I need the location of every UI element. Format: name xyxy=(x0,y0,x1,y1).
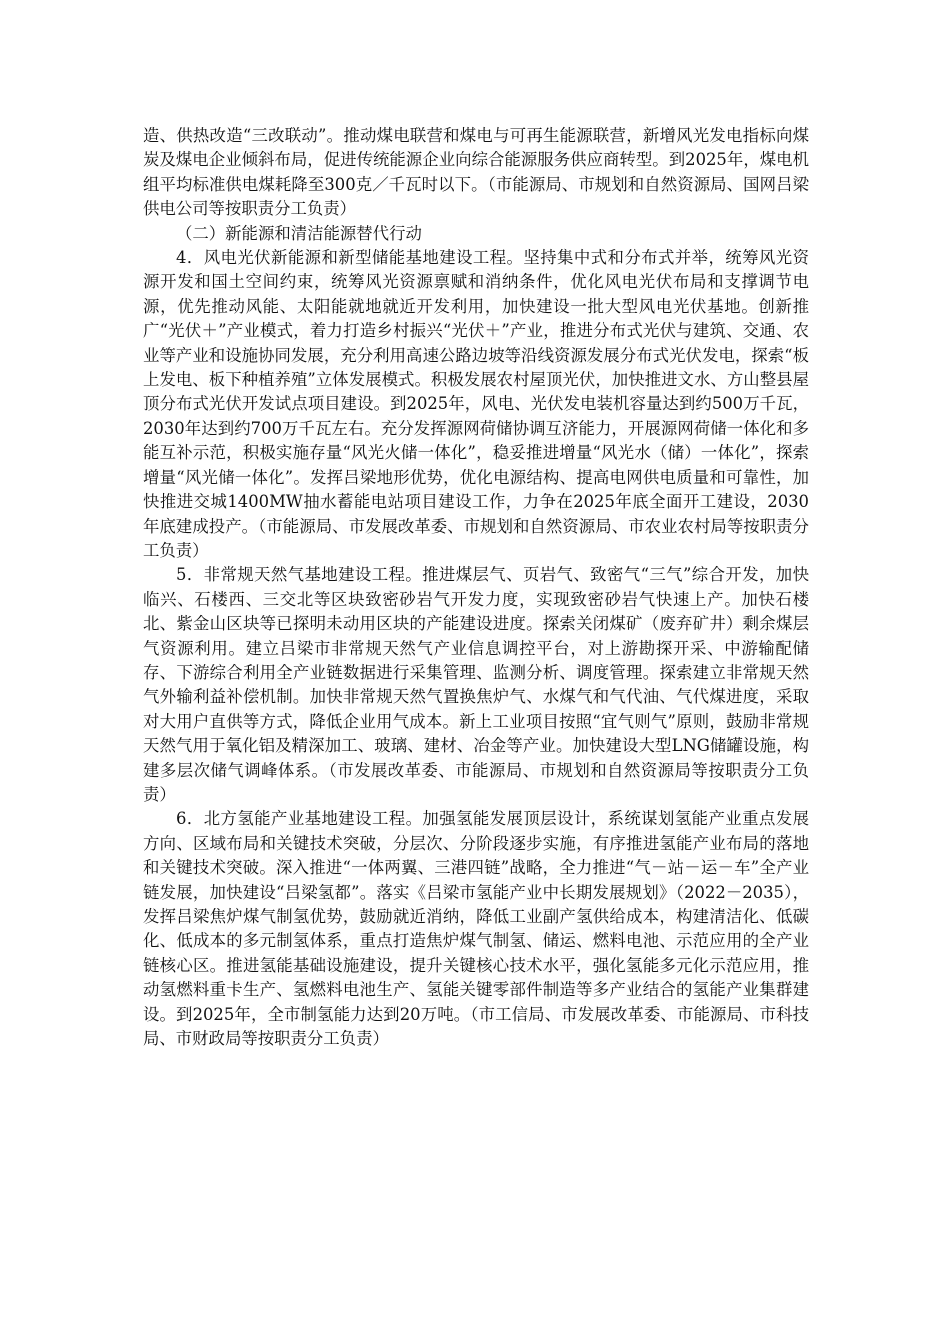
paragraph-wind-solar-storage: 4．风电光伏新能源和新型储能基地建设工程。坚持集中式和分布式并举，统筹风光资源开发和国土空间约束，统筹风光资源禀赋和消纳条件，优化风电光伏布局和支撑调节电源，优先推动风能、太阳能就地就近开发利用，加快建设一批大型风电光伏基地。创新推广“光伏＋”产业模式，着力打造乡村振兴“光伏＋”产业，推进分布式光伏与建筑、交通、农业等产业和设施协同发展，充分利用高速公路边坡等沿线资源发展分布式光伏发电，探索“板上发电、板下种植养殖”立体发展模式。积极发展农村屋顶光伏，加快推进文水、方山整县屋顶分布式光伏开发试点项目建设。到2025年，风电、光伏发电装机容量达到约500万千瓦，2030年达到约700万千瓦左右。充分发挥源网荷储协调互济能力，开展源网荷储一体化和多能互补示范，积极实施存量“风光火储一体化”，稳妥推进增量“风光水（储）一体化”，探索增量“风光储一体化”。发挥吕梁地形优势，优化电源结构、提高电网供电质量和可靠性，加快推进交城1400MW抽水蓄能电站项目建设工作，力争在2025年底全面开工建设，2030年底建成投产。（市能源局、市发展改革委、市规划和自然资源局、市农业农村局等按职责分工负责） xyxy=(143,248,809,560)
paragraph-continuation: 造、供热改造“三改联动”。推动煤电联营和煤电与可再生能源联营，新增风光发电指标向煤炭及煤电企业倾斜布局，促进传统能源企业向综合能源服务供应商转型。到2025年，煤电机组平均标准供电煤耗降至300克／千瓦时以下。（市能源局、市规划和自然资源局、国网吕梁供电公司等按职责分工负责） xyxy=(143,126,809,219)
paragraph-hydrogen-base: 6．北方氢能产业基地建设工程。加强氢能发展顶层设计，系统谋划氢能产业重点发展方向、区域布局和关键技术突破，分层次、分阶段逐步实施，有序推进氢能产业布局的落地和关键技术突破。深入推进“一体两翼、三港四链”战略，全力推进“气－站－运－车”全产业链发展，加快建设“吕梁氢都”。落实《吕梁市氢能产业中长期发展规划》（2022－2035），发挥吕梁焦炉煤气制氢优势，鼓励就近消纳，降低工业副产氢供给成本，构建清洁化、低碳化、低成本的多元制氢体系，重点打造焦炉煤气制氢、储运、燃料电池、示范应用的全产业链核心区。推进氢能基础设施建设，提升关键核心技术水平，强化氢能多元化示范应用，推动氢燃料重卡生产、氢燃料电池生产、氢能关键零部件制造等多产业结合的氢能产业集群建设。到2025年，全市制氢能力达到20万吨。（市工信局、市发展改革委、市能源局、市科技局、市财政局等按职责分工负责） xyxy=(143,809,809,1049)
section-heading: （二）新能源和清洁能源替代行动 xyxy=(176,223,422,243)
document-body xyxy=(143,124,809,1051)
paragraph-unconventional-gas: 5．非常规天然气基地建设工程。推进煤层气、页岩气、致密气“三气”综合开发，加快临兴、石楼西、三交北等区块致密砂岩气开发力度，实现致密砂岩气快速上产。加快石楼北、紫金山区块等已探明未动用区块的产能建设进度。探索关闭煤矿（废弃矿井）剩余煤层气资源利用。建立吕梁市非常规天然气产业信息调控平台，对上游勘探开采、中游输配储存、下游综合利用全产业链数据进行采集管理、监测分析、调度管理。探索建立非常规天然气外输利益补偿机制。加快非常规天然气置换焦炉气、水煤气和气代油、气代煤进度，采取对大用户直供等方式，降低企业用气成本。新上工业项目按照“宜气则气”原则，鼓励非常规天然气用于氧化铝及精深加工、玻璃、建材、冶金等产业。加快建设大型LNG储罐设施，构建多层次储气调峰体系。（市发展改革委、市能源局、市规划和自然资源局等按职责分工负责） xyxy=(143,565,809,804)
